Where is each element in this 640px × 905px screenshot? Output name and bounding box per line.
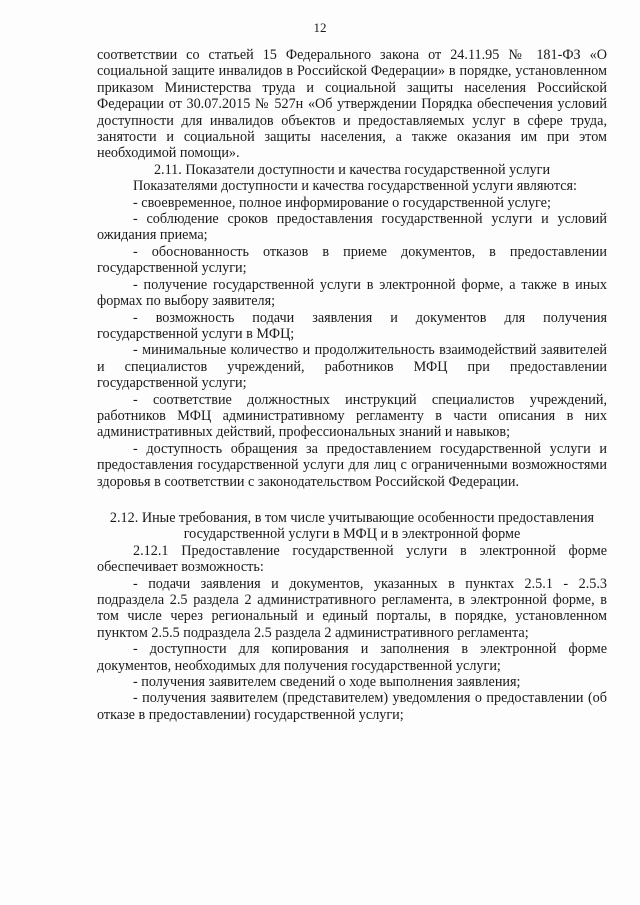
section-2-12-heading: 2.12. Иные требования, в том числе учитывающие особенности предоставления государственной услуги в МФЦ и в электронной форме [109,509,595,543]
list-item: - соблюдение сроков предоставления государственной услуги и условий ожидания приема; [97,211,607,244]
list-item: - соответствие должностных инструкций специалистов учреждений, работников МФЦ административному регламенту в части описания в них административных действий, профессиональных знаний и навыков; [97,391,607,441]
list-item: - получения заявителем (представителем) уведомления о предоставлении (об отказе в предоставлении) государственной услуги; [97,690,607,723]
list-item: - получения заявителем сведений о ходе выполнения заявления; [133,674,521,691]
list-item: - доступность обращения за предоставлением государственной услуги и предоставления государственной услуги для лиц с ограниченными возможностями здоровья в соответствии с законодательством Российской Федерации. [97,440,607,490]
section-2-11-list [97,195,607,490]
list-item: - возможность подачи заявления и документов для получения государственной услуги в МФЦ; [97,309,607,342]
list-item: - обоснованность отказов в приеме документов, в предоставлении государственной услуги; [97,243,607,277]
list-item: - своевременное, полное информирование о государственной услуге; [133,194,551,211]
section-2-11-heading: 2.11. Показатели доступности и качества государственной услуги [153,161,551,178]
document-body [97,47,607,723]
list-item: - подачи заявления и документов, указанных в пунктах 2.5.1 - 2.5.3 подраздела 2.5 раздела 2 административного регламента, в электронной форме, в том числе через региональный и единый порталы, в порядке, установленном пунктом 2.5.5 подраздела 2.5 раздела 2 административного регламента; [97,575,607,641]
intro-paragraph: соответствии со статьей 15 Федерального закона от 24.11.95 № 181-ФЗ «О социальной защите инвалидов в Российской Федерации» в порядке, установленном приказом Министерства труда и социальной защиты населения Российской Федерации от 30.07.2015 № 527н «Об утверждении Порядка обеспечения условий доступности для инвалидов объектов и предоставляемых услуг в сфере труда, занятости и социальной защиты населения, а также оказания им при этом необходимой помощи». [97,47,607,162]
list-item: - минимальные количество и продолжительность взаимодействий заявителей и специалистов учреждений, работников МФЦ при предоставлении государственной услуги; [97,342,607,392]
section-2-12-1-lead: 2.12.1 Предоставление государственной услуги в электронной форме обеспечивает возможность: [97,542,607,576]
list-item: - доступности для копирования и заполнения в электронной форме документов, необходимых для получения государственной услуги; [97,641,607,674]
section-2-12-list [97,576,607,724]
section-2-11-lead: Показателями доступности и качества государственной услуги являются: [133,178,577,195]
list-item: - получение государственной услуги в электронной форме, а также в иных формах по выбору заявителя; [97,276,607,310]
page-number: 12 [313,20,327,35]
